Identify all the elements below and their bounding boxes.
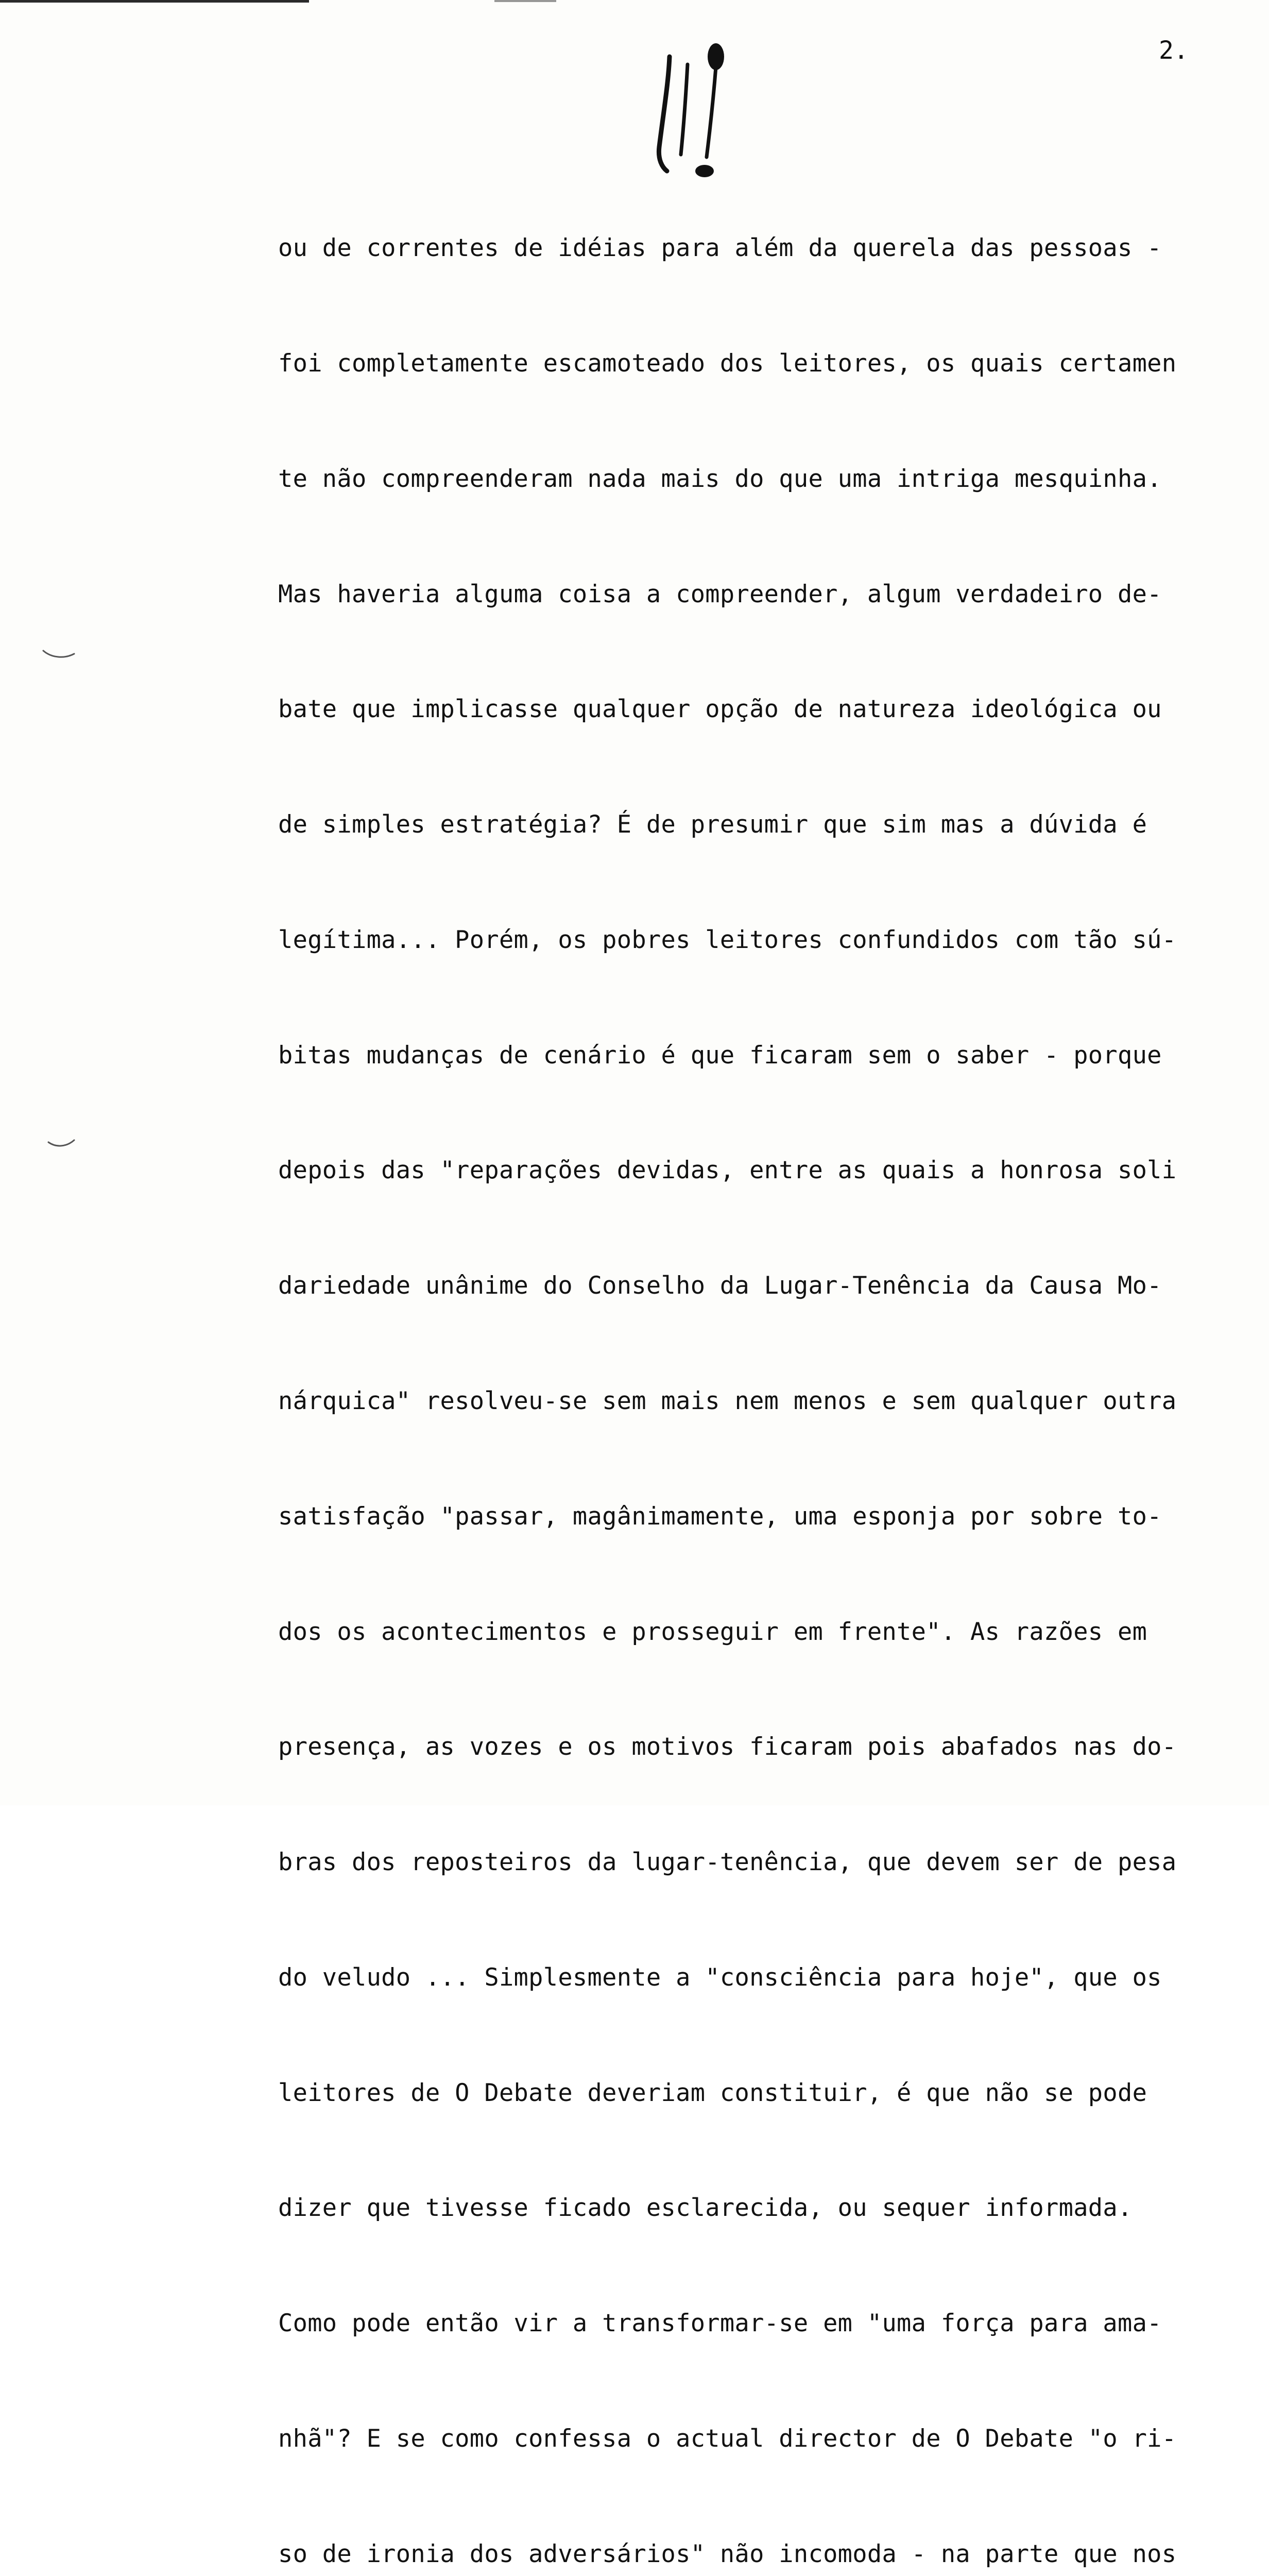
text-line: Como pode então vir a transformar-se em "uma força para ama- [278,2309,1162,2338]
top-edge-smudge [494,0,556,2]
text-line: leitores de O Debate deveriam constituir, é que não se pode [278,2078,1147,2107]
text-line: satisfação "passar, magânimamente, uma esponja por sobre to- [278,1502,1162,1531]
body-text [278,152,1257,2576]
text-line: bate que implicasse qualquer opção de natureza ideológica ou [278,695,1162,724]
text-line: legítima... Porém, os pobres leitores confundidos com tão sú- [278,925,1177,954]
margin-punch-mark-upper [41,647,77,662]
margin-punch-mark-lower [46,1136,77,1151]
text-line: nhã"? E se como confessa o actual director de O Debate "o ri- [278,2425,1177,2453]
text-line: so de ironia dos adversários" não incomoda - na parte que nos [278,2539,1177,2568]
text-line: dariedade unânime do Conselho da Lugar-Tenência da Causa Mo- [278,1272,1162,1300]
text-line: bras dos reposteiros da lugar-tenência, que devem ser de pesa [278,1848,1177,1877]
text-line: bitas mudanças de cenário é que ficaram sem o saber - porque [278,1041,1162,1070]
text-line: dizer que tivesse ficado esclarecida, ou sequer informada. [278,2194,1133,2223]
text-line: Mas haveria alguma coisa a compreender, algum verdadeiro de- [278,580,1162,608]
page-number: 2. [1159,36,1189,65]
text-line: de simples estratégia? É de presumir que sim mas a dúvida é [278,810,1147,839]
text-line: presença, as vozes e os motivos ficaram pois abafados nas do- [278,1733,1177,1761]
text-line: te não compreenderam nada mais do que uma intriga mesquinha. [278,464,1162,493]
text-line: nárquica" resolveu-se sem mais nem menos e sem qualquer outra [278,1387,1177,1415]
text-line: do veludo ... Simplesmente a "consciência para hoje", que os [278,1963,1162,1992]
top-edge-rule [0,0,309,3]
text-line: depois das "reparações devidas, entre as quais a honrosa soli [278,1156,1177,1185]
text-line: dos os acontecimentos e prosseguir em frente". As razões em [278,1617,1147,1646]
text-line: ou de correntes de idéias para além da querela das pessoas - [278,234,1162,263]
text-line: foi completamente escamoteado dos leitores, os quais certamen [278,349,1177,378]
